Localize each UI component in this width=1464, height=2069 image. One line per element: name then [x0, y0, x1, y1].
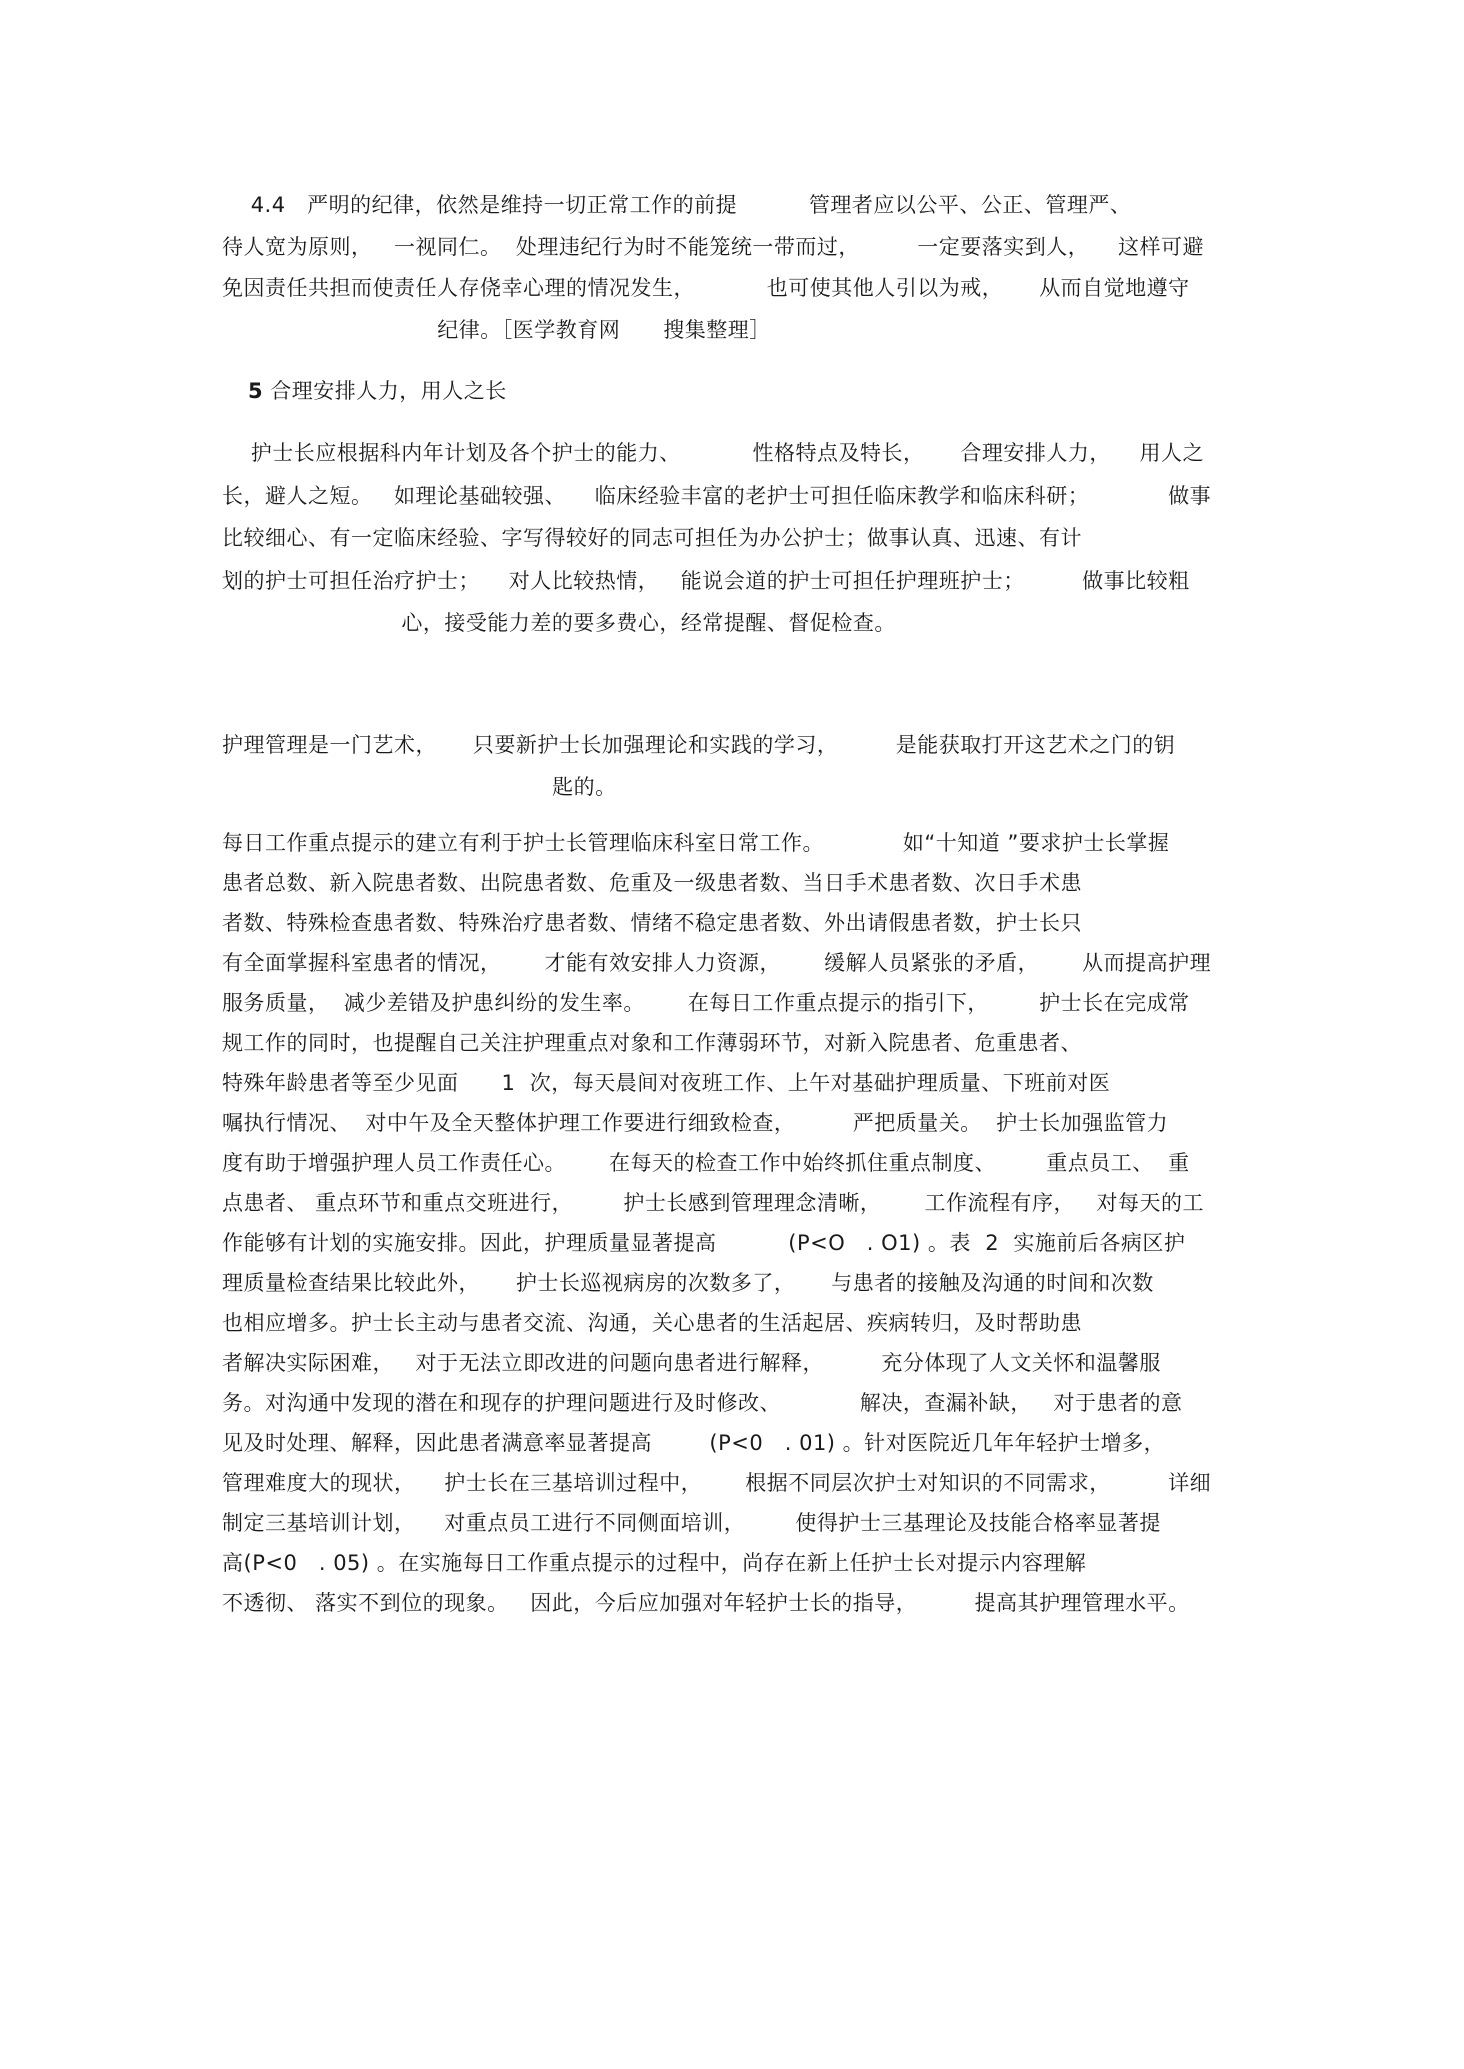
section5-line-2: 长，避人之短。 如理论基础较强、 临床经验丰富的老护士可担任临床教学和临床科研； 做事 — [222, 484, 1212, 508]
summary-line-13: 也相应增多。护士长主动与患者交流、沟通，关心患者的生活起居、疾病转归，及时帮助患 — [222, 1311, 1082, 1335]
summary-line-1: 每日工作重点提示的建立有利于护士长管理临床科室日常工作。 如“十知道 ”要求护士长掌握 — [222, 831, 1170, 855]
section5-heading-number: 5 — [248, 379, 264, 403]
section44-line-2: 待人宽为原则， 一视同仁。 处理违纪行为时不能笼统一带而过， 一定要落实到人， 这样可避 — [222, 235, 1204, 259]
section5-line-5: 心，接受能力差的要多费心，经常提醒、督促检查。 — [222, 611, 896, 635]
summary-line-12: 理质量检查结果比较此外， 护士长巡视病房的次数多了， 与患者的接触及沟通的时间和次数 — [222, 1271, 1154, 1295]
summary-line-10: 点患者、 重点环节和重点交班进行， 护士长感到管理理念清晰， 工作流程有序， 对每天的工 — [222, 1191, 1204, 1215]
summary-line-5: 服务质量， 减少差错及护患纠纷的发生率。 在每日工作重点提示的指引下， 护士长在完成常 — [222, 991, 1190, 1015]
section44-line-1: 4.4 严明的纪律，依然是维持一切正常工作的前提 管理者应以公平、公正、管理严、 — [222, 193, 1132, 217]
summary-line-14: 者解决实际困难， 对于无法立即改进的问题向患者进行解释， 充分体现了人文关怀和温馨服 — [222, 1351, 1161, 1375]
summary-line-7: 特殊年龄患者等至少见面 1 次，每天晨间对夜班工作、上午对基础护理质量、下班前对医 — [222, 1071, 1111, 1095]
section44-line-3: 免因责任共担而使责任人存侥幸心理的情况发生， 也可使其他人引以为戒， 从而自觉地遵守 — [222, 276, 1190, 300]
section5-line-3: 比较细心、有一定临床经验、字写得较好的同志可担任为办公护士；做事认真、迅速、有计 — [222, 526, 1082, 550]
summary-line-15: 务。对沟通中发现的潜在和现存的护理问题进行及时修改、 解决，查漏补缺， 对于患者的意 — [222, 1391, 1183, 1415]
section5-heading — [248, 376, 1278, 406]
section5-heading-text: 合理安排人力，用人之长 — [263, 379, 507, 403]
summary-line-19: 高(P<0 . 05) 。在实施每日工作重点提示的过程中，尚存在新上任护士长对提示内容理解 — [222, 1551, 1087, 1575]
summary-line-4: 有全面掌握科室患者的情况， 才能有效安排人力资源， 缓解人员紧张的矛盾， 从而提高护理 — [222, 951, 1212, 975]
summary-line-2: 患者总数、新入院患者数、出院患者数、危重及一级患者数、当日手术患者数、次日手术患 — [222, 871, 1082, 895]
conclusion-line-2: 匙的。 — [222, 775, 617, 799]
summary-line-16: 见及时处理、解释，因此患者满意率显著提高 (P<0 . 01) 。针对医院近几年年轻护士增多， — [222, 1431, 1166, 1455]
section5-line-4: 划的护士可担任治疗护士； 对人比较热情， 能说会道的护士可担任护理班护士； 做事比较粗 — [222, 569, 1190, 593]
summary-line-6: 规工作的同时，也提醒自己关注护理重点对象和工作薄弱环节，对新入院患者、危重患者、 — [222, 1031, 1082, 1055]
summary-line-11: 作能够有计划的实施安排。因此，护理质量显著提高 (P<O . O1) 。表 2 实施前后各病区护 — [222, 1231, 1186, 1255]
summary-line-18: 制定三基培训计划， 对重点员工进行不同侧面培训， 使得护士三基理论及技能合格率显著提 — [222, 1511, 1161, 1535]
section44-line-4: 纪律。［医学教育网 搜集整理］ — [222, 318, 771, 342]
summary-line-8: 嘱执行情况、 对中午及全天整体护理工作要进行细致检查， 严把质量关。 护士长加强监管力 — [222, 1111, 1169, 1135]
summary-line-3: 者数、特殊检查患者数、特殊治疗患者数、情绪不稳定患者数、外出请假患者数，护士长只 — [222, 911, 1082, 935]
conclusion-line-1: 护理管理是一门艺术， 只要新护士长加强理论和实践的学习， 是能获取打开这艺术之门的钥 — [222, 733, 1176, 757]
summary-line-20: 不透彻、 落实不到位的现象。 因此，今后应加强对年轻护士长的指导， 提高其护理管理水平。 — [222, 1591, 1190, 1615]
summary-line-9: 度有助于增强护理人员工作责任心。 在每天的检查工作中始终抓住重点制度、 重点员工、 重 — [222, 1151, 1190, 1175]
summary-line-17: 管理难度大的现状， 护士长在三基培训过程中， 根据不同层次护士对知识的不同需求， 详细 — [222, 1471, 1212, 1495]
section5-line-1: 护士长应根据科内年计划及各个护士的能力、 性格特点及特长， 合理安排人力， 用人之 — [222, 441, 1205, 465]
